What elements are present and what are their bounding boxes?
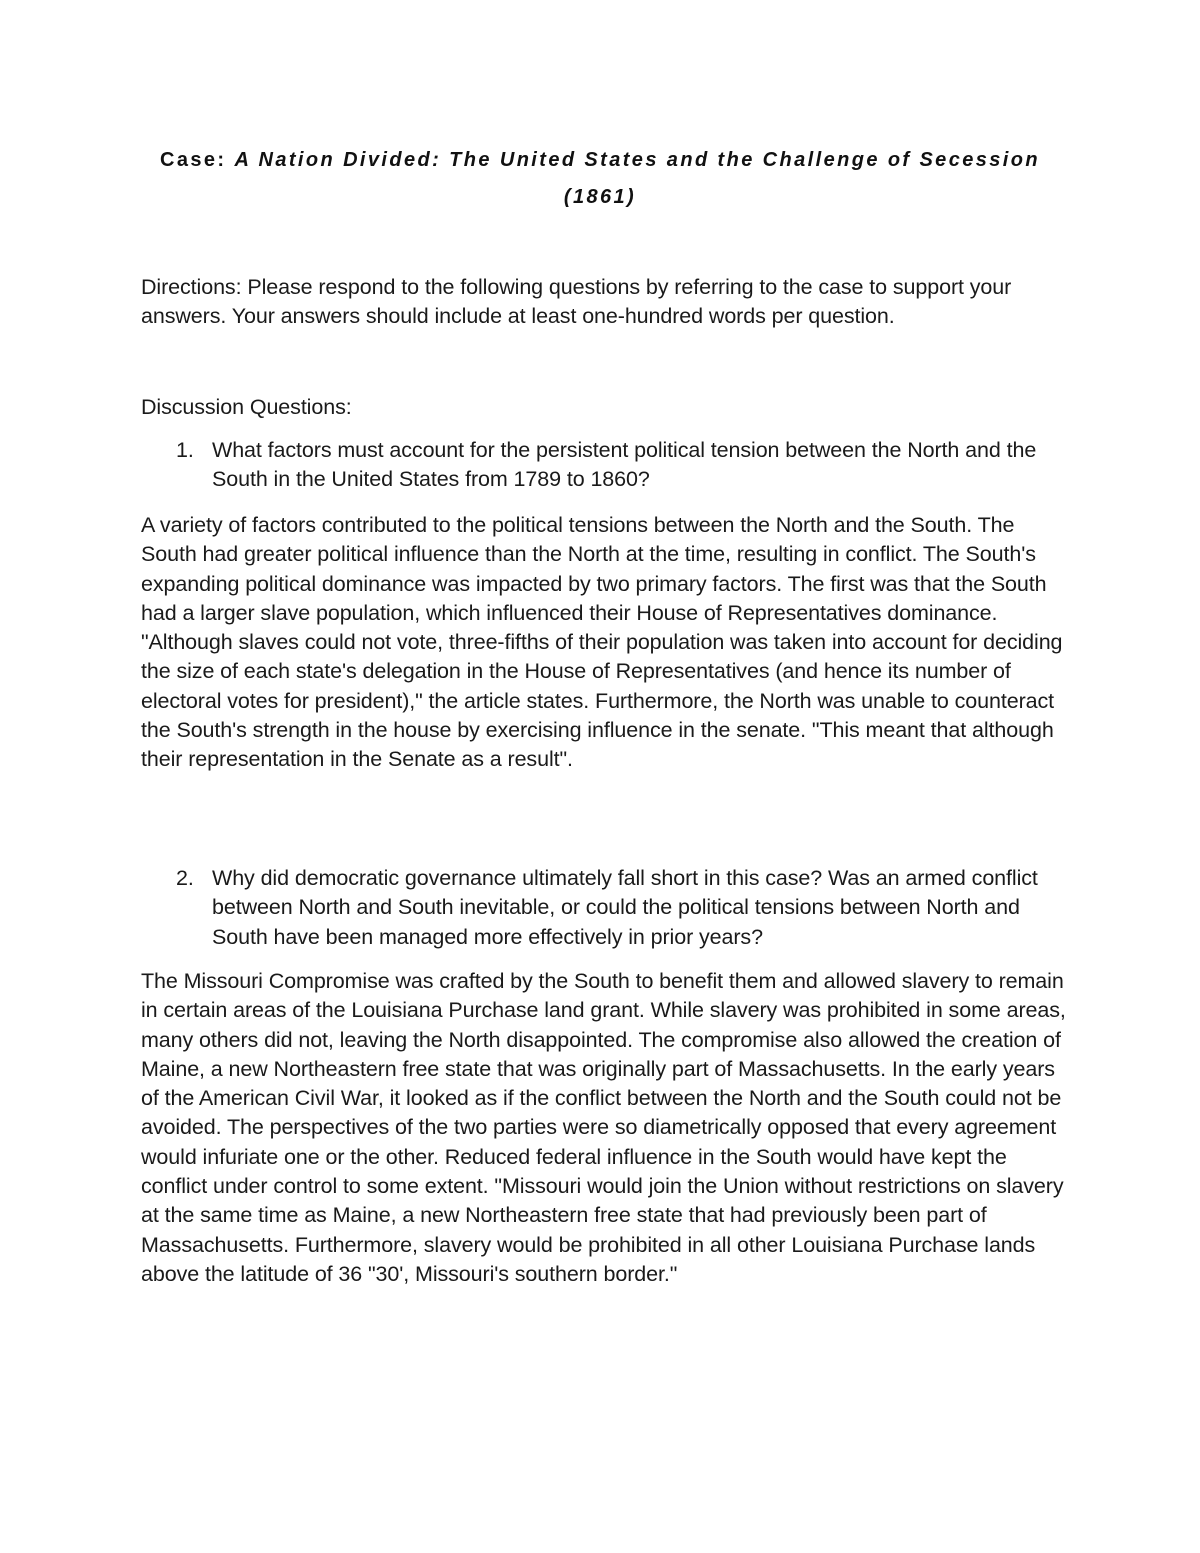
case-title-label: Case: xyxy=(160,149,227,171)
question-text: What factors must account for the persistent political tension between the North and the South in the United States from 1789 to 1860? xyxy=(212,438,1037,492)
case-title-name: A Nation Divided: The United States and the Challenge of Secession (1861) xyxy=(234,149,1040,208)
question-text: Why did democratic governance ultimately fall short in this case? Was an armed conflict between North and South inevitable, or could the political tensions between North and South have been managed more effectively in prior years? xyxy=(212,866,1038,949)
answer-paragraph: The Missouri Compromise was crafted by the South to benefit them and allowed slavery to remain in certain areas of the Louisiana Purchase land grant. While slavery was prohibited in some areas, many others did not, leaving the North disappointed. The compromise also allowed the creation of Maine, a new Northeastern free state that was originally part of Massachusetts. In the early years of the American Civil War, it looked as if the conflict between the North and the South could not be avoided. The perspectives of the two parties were so diametrically opposed that every agreement would infuriate one or the other. Reduced federal influence in the South would have kept the conflict under control to some extent. "Missouri would join the Union without restrictions on slavery at the same time as Maine, a new Northeastern free state that had previously been part of Massachusetts. Furthermore, slavery would be prohibited in all other Louisiana Purchase lands above the latitude of 36 "30', Missouri's southern border." xyxy=(141,969,1066,1286)
question-number: 2. xyxy=(176,866,194,890)
question-number: 1. xyxy=(176,438,194,462)
answer-paragraph: A variety of factors contributed to the political tensions between the North and the South. The South had greater political influence than the North at the time, resulting in conflict. The South's expanding political dominance was impacted by two primary factors. The first was that the South had a larger slave population, which influenced their House of Representatives dominance. "Although slaves could not vote, three-fifths of their population was taken into account for deciding the size of each state's delegation in the House of Representatives (and hence its number of electoral votes for president)," the article states. Furthermore, the North was unable to counteract the South's strength in the house by exercising influence in the senate. "This meant that although their representation in the Senate as a result". xyxy=(141,513,1063,772)
discussion-questions-heading: Discussion Questions: xyxy=(141,395,352,419)
directions-paragraph: Directions: Please respond to the following questions by referring to the case to support your answers. Your answers should include at least one-hundred words per question. xyxy=(141,275,1012,329)
case-title xyxy=(150,142,1050,216)
